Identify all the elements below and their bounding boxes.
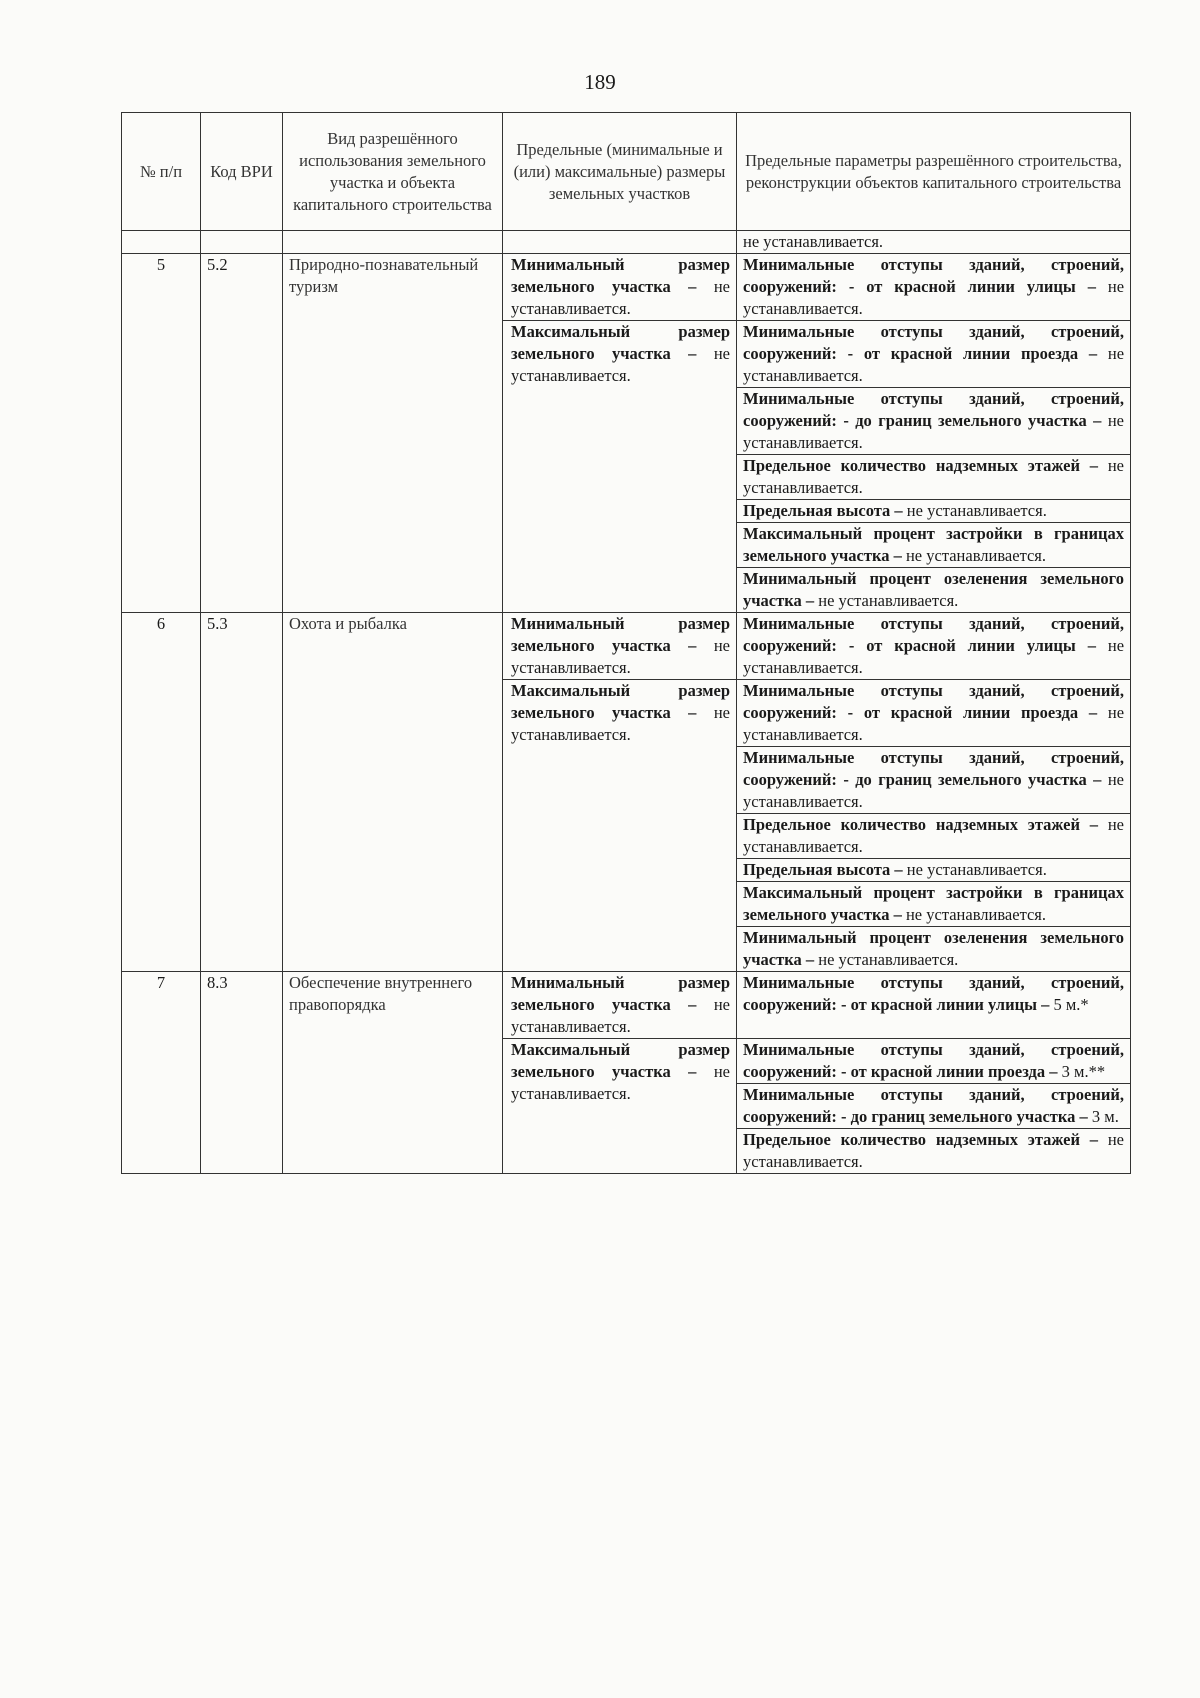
size-label: Минимальный размер земельного участка – <box>511 255 730 296</box>
param-detail: - от красной линии улицы – <box>841 995 1050 1014</box>
param-label: Минимальные отступы зданий, строений, сооружений: <box>743 973 1124 1014</box>
param-value: не устанавливается. <box>743 703 1125 744</box>
row-6-param-6 <box>737 927 1131 972</box>
size-label: Максимальный размер земельного участка – <box>511 322 730 363</box>
param-value: 3 м.** <box>1061 1062 1106 1081</box>
param-value: не устанавливается. <box>818 591 959 610</box>
size-label: Максимальный размер земельного участка – <box>511 1040 730 1081</box>
row-7-name: Обеспечение внутреннего правопорядка <box>283 972 503 1174</box>
size-value: не устанавливается. <box>511 703 730 744</box>
param-label: Минимальные отступы зданий, строений, сооружений: <box>743 1040 1124 1081</box>
size-label: Максимальный размер земельного участка – <box>511 681 730 722</box>
row-5-name: Природно-познавательный туризм <box>283 254 503 613</box>
param-label: Минимальный процент озеленения земельного участка – <box>743 569 1124 610</box>
row-7-param-3 <box>737 1129 1131 1174</box>
param-label: Предельная высота – <box>743 860 903 879</box>
header-row <box>122 113 1131 231</box>
size-label: Минимальный размер земельного участка – <box>511 614 730 655</box>
param-label: Минимальные отступы зданий, строений, сооружений: <box>743 389 1124 430</box>
row-6-max-size <box>503 680 737 972</box>
param-value: не устанавливается. <box>906 860 1047 879</box>
param-value: не устанавливается. <box>906 501 1047 520</box>
continuation-num <box>122 231 201 254</box>
param-detail: - от красной линии проезда – <box>847 344 1098 363</box>
param-value: не устанавливается. <box>743 411 1124 452</box>
row-5-param-0 <box>737 254 1131 321</box>
continuation-code <box>201 231 283 254</box>
header-params: Предельные параметры разрешённого строительства, реконструкции объектов капитального строительства <box>737 113 1131 231</box>
header-sizes: Предельные (минимальные и (или) максимальные) размеры земельных участков <box>503 113 737 231</box>
row-7-param-1 <box>737 1039 1131 1084</box>
param-detail: - до границ земельного участка – <box>843 770 1102 789</box>
size-value: не устанавливается. <box>511 344 730 385</box>
size-label: Минимальный размер земельного участка – <box>511 973 730 1014</box>
row-5-param-6 <box>737 568 1131 613</box>
row-5-num: 5 <box>122 254 201 613</box>
header-num: № п/п <box>122 113 201 231</box>
row-6-name: Охота и рыбалка <box>283 613 503 972</box>
param-value: не устанавливается. <box>743 815 1124 856</box>
continuation-name <box>283 231 503 254</box>
param-label: Минимальные отступы зданий, строений, сооружений: <box>743 681 1124 722</box>
param-detail: - от красной линии улицы – <box>848 277 1096 296</box>
param-label: Максимальный процент застройки в границах земельного участка – <box>743 883 1124 924</box>
row-7-num: 7 <box>122 972 201 1174</box>
row-6-param-5 <box>737 882 1131 927</box>
row-7-param-0 <box>737 972 1131 1039</box>
row-5-param-1 <box>737 321 1131 388</box>
continuation-sizes <box>503 231 737 254</box>
param-value: не устанавливается. <box>743 456 1124 497</box>
continuation-row <box>122 231 1131 254</box>
row-5-code: 5.2 <box>201 254 283 613</box>
row-6-param-1 <box>737 680 1131 747</box>
row-6-min-size <box>503 613 737 680</box>
param-label: Предельная высота – <box>743 501 903 520</box>
row-6-param-4 <box>737 859 1131 882</box>
param-detail: - до границ земельного участка – <box>841 1107 1088 1126</box>
row-5-min-size <box>503 254 737 321</box>
param-value: не устанавливается. <box>743 344 1125 385</box>
row-5-param-4 <box>737 500 1131 523</box>
size-value: не устанавливается. <box>511 995 730 1036</box>
table-row <box>122 254 1131 321</box>
param-label: Минимальный процент озеленения земельного участка – <box>743 928 1124 969</box>
row-6-param-0 <box>737 613 1131 680</box>
size-value: не устанавливается. <box>511 636 730 677</box>
zoning-regulations-table <box>121 112 1131 1174</box>
continuation-params: не устанавливается. <box>737 231 1131 254</box>
param-value: не устанавливается. <box>905 905 1047 924</box>
param-label: Предельное количество надземных этажей – <box>743 815 1099 834</box>
row-5-max-size <box>503 321 737 613</box>
param-label: Минимальные отступы зданий, строений, сооружений: <box>743 614 1124 655</box>
param-label: Минимальные отступы зданий, строений, сооружений: <box>743 748 1124 789</box>
param-value: не устанавливается. <box>743 1130 1124 1171</box>
param-value: 5 м.* <box>1053 995 1089 1014</box>
param-detail: - до границ земельного участка – <box>843 411 1102 430</box>
table-row <box>122 972 1131 1039</box>
row-6-num: 6 <box>122 613 201 972</box>
param-value: не устанавливается. <box>905 546 1047 565</box>
param-label: Предельное количество надземных этажей – <box>743 456 1099 475</box>
row-7-max-size <box>503 1039 737 1174</box>
param-label: Предельное количество надземных этажей – <box>743 1130 1099 1149</box>
header-name: Вид разрешённого использования земельного участка и объекта капитального строительства <box>283 113 503 231</box>
row-5-param-3 <box>737 455 1131 500</box>
param-label: Минимальные отступы зданий, строений, сооружений: <box>743 322 1124 363</box>
page-number: 189 <box>584 70 616 94</box>
header-code: Код ВРИ <box>201 113 283 231</box>
size-value: не устанавливается. <box>511 1062 730 1103</box>
row-7-min-size <box>503 972 737 1039</box>
param-label: Минимальные отступы зданий, строений, сооружений: <box>743 255 1124 296</box>
param-detail: - от красной линии улицы – <box>848 636 1096 655</box>
row-7-code: 8.3 <box>201 972 283 1174</box>
row-5-param-5 <box>737 523 1131 568</box>
row-6-param-2 <box>737 747 1131 814</box>
param-value: не устанавливается. <box>743 636 1125 677</box>
row-5-param-2 <box>737 388 1131 455</box>
row-7-param-2 <box>737 1084 1131 1129</box>
param-label: Максимальный процент застройки в границах земельного участка – <box>743 524 1124 565</box>
table-body <box>122 231 1131 1174</box>
param-value: 3 м. <box>1091 1107 1119 1126</box>
param-detail: - от красной линии проезда – <box>847 703 1098 722</box>
param-detail: - от красной линии проезда – <box>841 1062 1058 1081</box>
row-6-code: 5.3 <box>201 613 283 972</box>
param-value: не устанавливается. <box>818 950 959 969</box>
table-row <box>122 613 1131 680</box>
row-6-param-3 <box>737 814 1131 859</box>
param-value: не устанавливается. <box>743 770 1124 811</box>
param-label: Минимальные отступы зданий, строений, сооружений: <box>743 1085 1124 1126</box>
size-value: не устанавливается. <box>511 277 730 318</box>
param-value: не устанавливается. <box>743 277 1125 318</box>
